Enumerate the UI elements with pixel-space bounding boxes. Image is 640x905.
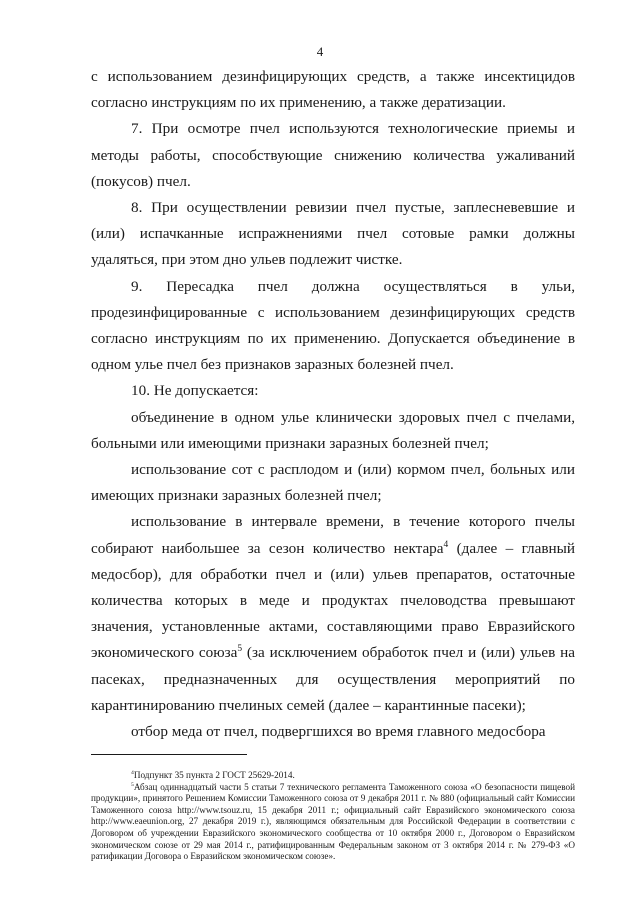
- footnote-ref-4: 4: [443, 539, 449, 550]
- footnote-5: [91, 782, 575, 863]
- paragraph-subitem: отбор меда от пчел, подвергшихся во время главного медосбора: [131, 723, 546, 741]
- paragraph-subitem-with-footnotes: [91, 509, 575, 719]
- page-number: 4: [316, 44, 324, 59]
- footnote-marker: 5: [131, 781, 134, 788]
- footnote-4: [91, 770, 575, 782]
- paragraph-item-8: 8. При осуществлении ревизии пчел пустые, заплесневевшие и (или) испачканные испражнениями пчел сотовые рамки должны удаляться, при этом дно ульев подлежит чистке.: [91, 199, 575, 269]
- paragraph-item-9: 9. Пересадка пчел должна осуществляться в ульи, продезинфицированные с использованием дезинфицирующих средств согласно инструкциям по их применению. Допускается объединение в одном улье пчел без признаков заразных болезней пчел.: [91, 277, 575, 374]
- footnote-text: Подпункт 35 пункта 2 ГОСТ 25629-2014.: [133, 770, 295, 780]
- paragraph-text: (за исключением обработок пчел и (или) ульев на пасеках, предназначенных для осуществления мероприятий по карантинированию пчелиных семей (далее – карантинные пасеки);: [91, 644, 575, 714]
- footnote-text: Абзац одиннадцатый части 5 статьи 7 технического регламента Таможенного союза «О безопасности пищевой продукции», принятого Решением Комиссии Таможенного союза от 9 декабря 2011 г. № 880 (официальный сайт Комиссии Таможенного союза http://www.tsouz.ru, 15 декабря 2011 г.; официальный сайт Евразийского экономического союза http://www.eaeunion.org, 27 декабря 2019 г.), являющимся обязательным для Российской Федерации в соответствии с Договором об учреждении Евразийского экономического сообщества от 10 октября 2000 г., Договором о Евразийском экономическом союзе от 29 мая 2014 г., ратифицированным Федеральным законом от 3 октября 2014 г. № 279-ФЗ «О ратификации Договора о Евразийском экономическом союзе».: [91, 781, 575, 862]
- paragraph-item-10: 10. Не допускается:: [131, 382, 259, 400]
- footnotes: [91, 770, 575, 863]
- paragraph-item-7: 7. При осмотре пчел используются технологические приемы и методы работы, способствующие снижению количества ужаливаний (покусов) пчел.: [91, 120, 575, 190]
- footnote-ref-5: 5: [237, 644, 243, 655]
- paragraph-text: (далее – главный медосбор), для обработки пчел и (или) ульев препаратов, остаточные количества которых в меде и продуктах пчеловодства превышают значения, установленные актами, составляющими право Евразийского экономического союза: [91, 539, 575, 662]
- document-body: [91, 64, 575, 745]
- paragraph-text: использование в интервале времени, в течение которого пчелы собирают наибольшее за сезон количество нектара: [91, 513, 575, 557]
- paragraph-subitem: использование сот с расплодом и (или) кормом пчел, больных или имеющих признаки заразных болезней пчел;: [91, 461, 575, 505]
- paragraph: с использованием дезинфицирующих средств, а также инсектицидов согласно инструкциям по их применению, а также дератизации.: [91, 68, 575, 112]
- footnote-marker: 4: [131, 769, 134, 776]
- footnote-separator: [91, 754, 247, 755]
- paragraph-subitem: объединение в одном улье клинически здоровых пчел с пчелами, больными или имеющими признаки заразных болезней пчел;: [91, 408, 575, 452]
